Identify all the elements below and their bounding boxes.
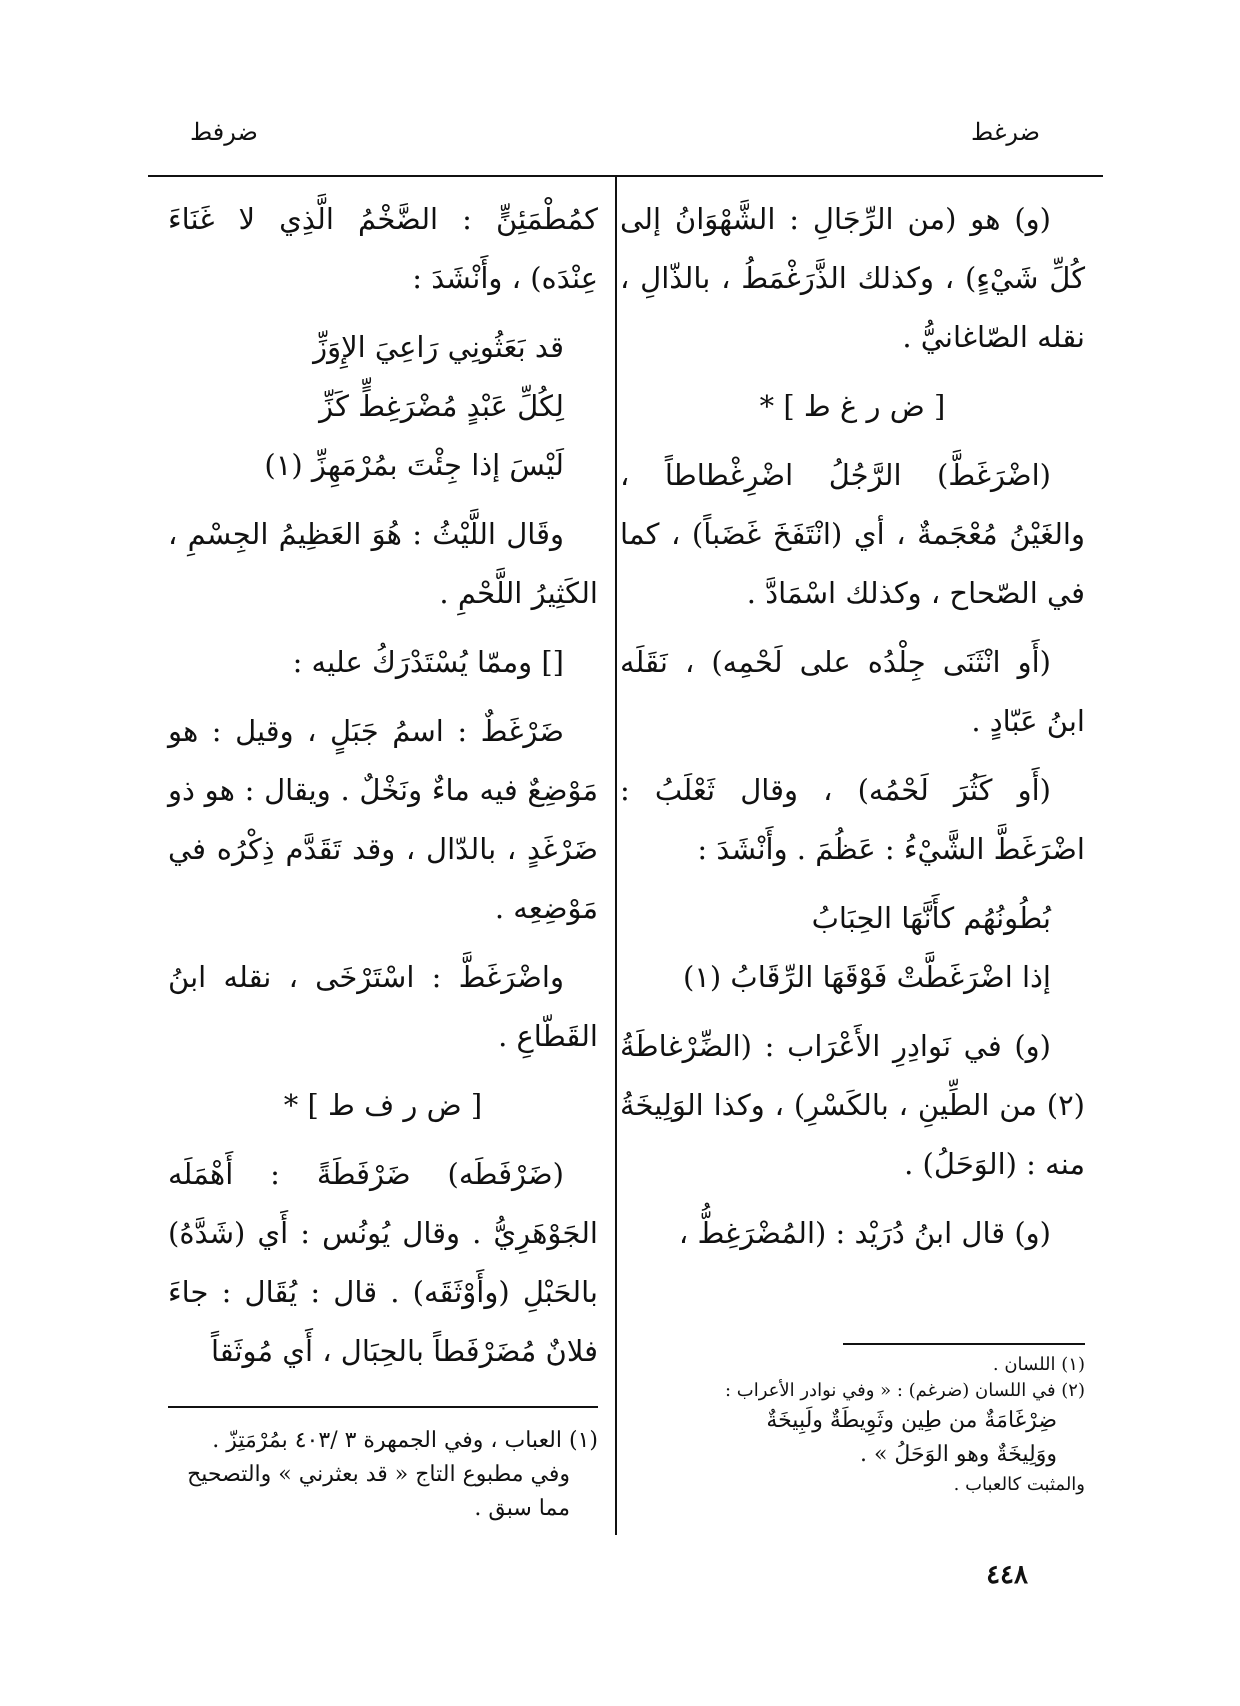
entry-heading: [ ض ر غ ط ] * (759, 389, 946, 423)
footnote-rule-right (843, 1343, 1085, 1345)
verse-block (620, 889, 1085, 1007)
entry-paragraph: (أَو كَثُرَ لَحْمُه) ، وقال ثَعْلَبُ : اضْرَغَطَّ الشَّيْءُ : عَظُمَ . وأَنْشَدَ : (620, 773, 1085, 866)
entry-heading: [ ض ر ف ط ] * (283, 1088, 483, 1122)
column-divider (615, 175, 617, 1535)
footnote: مما سبق . (474, 1496, 570, 1521)
page-number: ٤٤٨ (986, 1560, 1028, 1590)
verse-line: بُطُونُهُم كأَنَّهَا الحِبَابُ (811, 901, 1051, 935)
entry-paragraph: (أَو انْثَنَى جِلْدُه على لَحْمِه) ، نَقَلَه ابنُ عَبّادٍ . (620, 645, 1085, 738)
verse-block (168, 318, 598, 495)
footnote-quote: ضِرْغَامَةٌ من طِين وثَوِيطَةٌ ولَبِيخَةٌ (766, 1408, 1057, 1433)
entry-paragraph: (ضَرْفَطَه) ضَرْفَطَةً : أَهْمَلَه الجَوْهَرِيُّ . وقال يُونُس : أَي (شَدَّهُ) بالحَبْلِ (وأَوْثَقَه) . قال : يُقَال : جاءَ فلانٌ مُضَرْفَطاً بالحِبَال ، أَي مُوثَقاً (168, 1157, 598, 1368)
entry-paragraph: (و) هو (من الرِّجَالِ : الشَّهْوَانُ إلى كُلِّ شَيْءٍ) ، وكذلك الذَّرَغْمَطُ ، بالذّالِ ، نقله الصّاغانيُّ . (620, 202, 1085, 354)
footnote: وفي مطبوع التاج « قد بعثرني » والتصحيح (187, 1462, 570, 1487)
entry-paragraph: (اضْرَغَطَّ) الرَّجُلُ اضْرِغْطاطاً ، والغَيْنُ مُعْجَمةٌ ، أي (انْتَفَخَ غَضَباً) ، كما في الصّحاح ، وكذلك اسْمَادَّ . (620, 458, 1085, 610)
footnote: (١) العباب ، وفي الجمهرة ٣ /٤٠٣ بمُرْمَتِزّ . (212, 1428, 598, 1453)
footnote: (١) اللسان . (992, 1354, 1085, 1375)
entry-paragraph: [] وممّا يُسْتَدْرَكُ عليه : (292, 645, 564, 679)
footnote: والمثبت كالعباب . (953, 1474, 1085, 1495)
footnote-rule-left (168, 1406, 598, 1408)
footnotes-right (645, 1352, 1085, 1498)
left-column (168, 190, 598, 1391)
entry-paragraph: (و) قال ابنُ دُرَيْد : (المُضْرَغِطُّ ، (678, 1216, 1051, 1250)
verse-line: قد بَعَثُونِي رَاعِيَ الإِوَزِّ (313, 330, 564, 364)
running-header-right: ضرغط (971, 118, 1040, 146)
verse-line: لِكُلِّ عَبْدٍ مُضْرَغِطٍّ كَزِّ (319, 389, 564, 423)
running-header-left: ضرفط (190, 118, 258, 146)
entry-paragraph: (و) في نَوادِرِ الأَعْرَاب : (الضِّرْغاطَةُ (٢) من الطِّينِ ، بالكَسْرِ) ، وكذا الوَلِيخَةُ منه : (الوَحَلُ) . (620, 1029, 1085, 1181)
verse-line: لَيْسَ إذا جِئْتَ بمُرْمَهِزِّ (١) (264, 448, 564, 482)
right-column (620, 190, 1085, 1273)
entry-paragraph: كمُطْمَئِنٍّ : الضَّخْمُ الَّذِي لا غَنَاءَ عِنْدَه) ، وأَنْشَدَ : (168, 202, 598, 295)
header-rule (148, 175, 1103, 177)
footnotes-left (168, 1424, 598, 1526)
entry-paragraph: وقَال اللَّيْثُ : هُوَ العَظِيمُ الجِسْمِ ، الكَثِيرُ اللَّحْمِ . (168, 517, 598, 610)
verse-line: إذا اضْرَغَطَّتْ فَوْقَهَا الرِّقَابُ (١) (682, 960, 1051, 994)
entry-paragraph: ضَرْغَطٌ : اسمُ جَبَلٍ ، وقيل : هو مَوْضِعٌ فيه ماءٌ ونَخْلٌ . ويقال : هو ذو ضَرْغَدٍ ، بالدّال ، وقد تَقَدَّم ذِكْرُه في مَوْضِعِه . (168, 714, 598, 925)
footnote: (٢) في اللسان (ضرغم) : « وفي نوادر الأعراب : (724, 1380, 1085, 1401)
footnote-quote: ووَلِيخَةٌ وهو الوَحَلُ » . (859, 1442, 1057, 1467)
entry-paragraph: واضْرَغَطَّ : اسْتَرْخَى ، نقله ابنُ القَطّاعِ . (168, 960, 598, 1053)
